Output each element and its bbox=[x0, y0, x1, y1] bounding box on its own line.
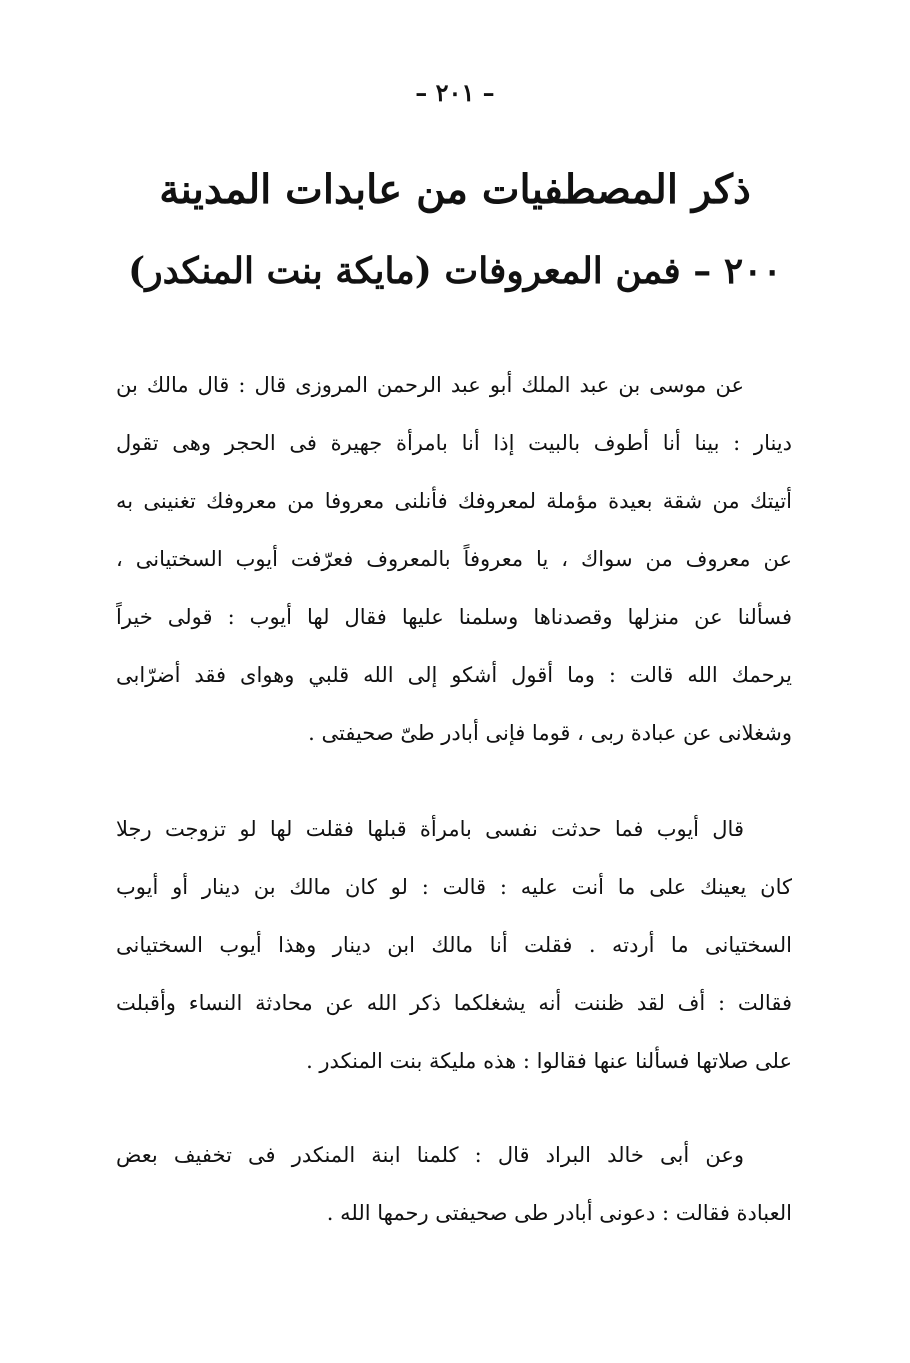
paragraph-2 bbox=[116, 800, 792, 1090]
text-line: على صلاتها فسألنا عنها فقالوا : هذه مليكة بنت المنكدر . bbox=[306, 1049, 792, 1073]
text-line: عن موسى بن عبد الملك أبو عبد الرحمن المروزى قال : قال مالك بن bbox=[116, 373, 744, 397]
text-line: دينار : بينا أنا أطوف بالبيت إذا أنا بامرأة جهيرة فى الحجر وهى تقول bbox=[116, 431, 792, 455]
text-line: وشغلانى عن عبادة ربى ، قوما فإنى أبادر طىّ صحيفتى . bbox=[308, 721, 792, 745]
chapter-title: ذكر المصطفيات من عابدات المدينة bbox=[159, 166, 751, 213]
page-number: – ٢٠١ – bbox=[415, 78, 495, 107]
text-line: يرحمك الله قالت : وما أقول أشكو إلى الله قلبي وهواى فقد أضرّابى bbox=[116, 663, 792, 687]
text-line: فقالت : أف لقد ظننت أنه يشغلكما ذكر الله عن محادثة النساء وأقبلت bbox=[116, 991, 792, 1015]
text-line: أتيتك من شقة بعيدة مؤملة لمعروفك فأنلنى معروفا من معروفك تغنينى به bbox=[116, 489, 792, 513]
section-title: ٢٠٠ – فمن المعروفات (مايكة بنت المنكدر) bbox=[128, 250, 782, 292]
text-line: العبادة فقالت : دعونى أبادر طى صحيفتى رحمها الله . bbox=[326, 1201, 792, 1225]
text-line: عن معروف من سواك ، يا معروفاً بالمعروف فعرّفت أيوب السختيانى ، bbox=[116, 547, 792, 571]
paragraph-1 bbox=[116, 356, 792, 762]
text-line: السختيانى ما أردته . فقلت أنا مالك ابن دينار وهذا أيوب السختيانى bbox=[116, 933, 792, 957]
paragraph-3 bbox=[116, 1126, 792, 1242]
text-line: فسألنا عن منزلها وقصدناها وسلمنا عليها فقال لها أيوب : قولى خيراً bbox=[116, 605, 792, 629]
text-line: كان يعينك على ما أنت عليه : قالت : لو كان مالك بن دينار أو أيوب bbox=[116, 875, 792, 899]
text-line: قال أيوب فما حدثت نفسى بامرأة قبلها فقلت لها لو تزوجت رجلا bbox=[116, 817, 744, 841]
text-line: وعن أبى خالد البراد قال : كلمنا ابنة المنكدر فى تخفيف بعض bbox=[116, 1143, 744, 1167]
